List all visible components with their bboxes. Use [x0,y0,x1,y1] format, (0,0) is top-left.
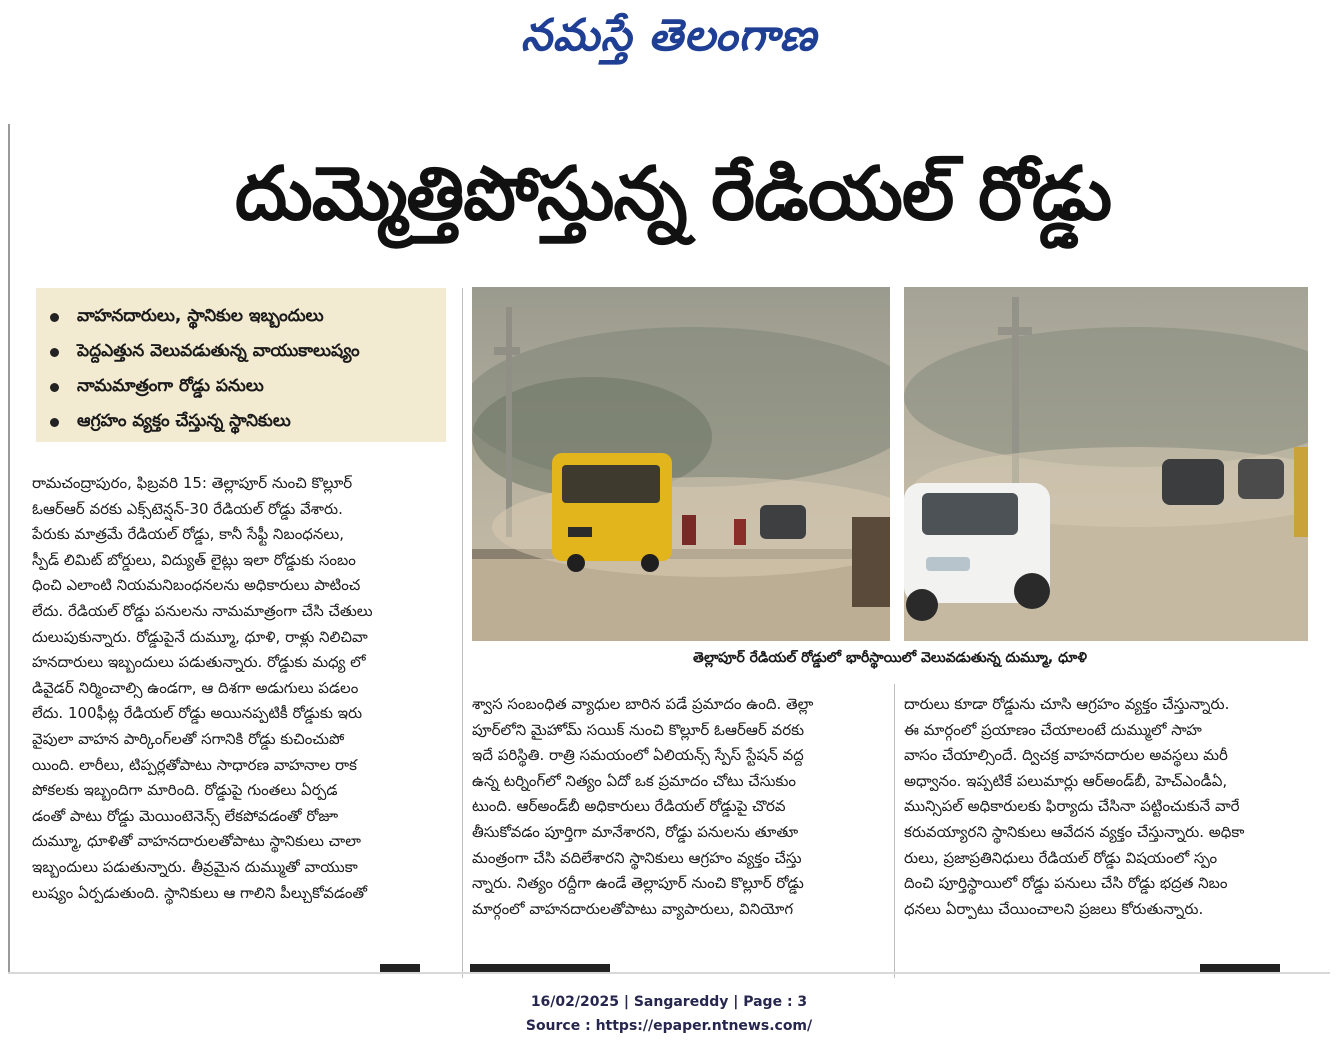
clipped-next-headline [470,964,610,972]
body-line: వైపులా వాహన పార్కింగ్‌లతో సగానికి రోడ్డు కుచించుపో [32,729,345,748]
body-line: కరువయ్యారని స్థానికులు ఆవేదన వ్యక్తం చేస్తున్నారు. అధికా [904,822,1245,841]
highlight-item [50,335,436,370]
highlight-text: వాహనదారులు, స్థానికుల ఇబ్బందులు [77,305,324,326]
column-divider [462,288,463,978]
body-line: లేదు. రేడియల్ రోడ్డు పనులను నామమాత్రంగా చేసి చేతులు [32,601,373,620]
body-line: హనదారులు ఇబ్బందులు పడుతున్నారు. రోడ్డుకు మధ్య లో [32,653,366,672]
highlight-item [50,300,436,335]
masthead-title: నమస్తే తెలంగాణ [520,10,818,61]
body-line: దులుపుకున్నారు. రోడ్డుపైనే దుమ్మూ, ధూళి, రాళ్లు నిలిచివా [32,627,368,646]
body-line: ఇదే పరిస్థితి. రాత్రి సమయంలో ఏలియన్స్ స్పేస్ స్టేషన్ వద్ద [472,746,804,765]
body-line: డివైడర్ నిర్మించాల్సి ఉండగా, ఆ దిశగా అడుగులు పడలం [32,678,359,697]
body-line: రులు, ప్రజాప్రతినిధులు రేడియల్ రోడ్డు విషయంలో స్పం [904,848,1218,867]
body-line: ఉన్న టర్నింగ్‌లో నిత్యం ఏదో ఒక ప్రమాదం చోటు చేసుకుం [472,771,797,790]
body-line: ఈ మార్గంలో ప్రయాణం చేయాలంటే దుమ్ములో సాహ [904,720,1202,739]
newspaper-masthead [0,0,1338,82]
body-line: లుష్యం ఏర్పడుతుంది. స్థానికులు ఆ గాలిని పీల్చుకోవడంతో [32,883,368,902]
body-line: ఇబ్బందులు పడుతున్నారు. తీవ్రమైన దుమ్ముతో వాయుకా [32,857,358,876]
highlight-text: ఆగ్రహం వ్యక్తం చేస్తున్న స్థానికులు [77,410,291,431]
dusty-road-photo-car [904,287,1308,641]
body-line: దుమ్మూ, ధూళితో వాహనదారులతోపాటు స్థానికులు చాలా [32,832,361,851]
body-line: తీసుకోవడం పూర్తిగా మానేశారని, రోడ్డు పనులను తూతూ [472,822,799,841]
body-line: శ్వాస సంబంధిత వ్యాధుల బారిన పడే ప్రమాదం ఉంది. తెల్లా [472,695,814,713]
footer-source-link[interactable]: Source : https://epaper.ntnews.com/ [525,1018,813,1034]
body-line: అధ్వానం. ఇప్పటికే పలుమార్లు ఆర్అండ్‌బీ, హెచ్ఎండీఏ, [904,771,1228,790]
body-line: డంతో పాటు రోడ్డు మెయింటెనెన్స్ లేకపోవడంతో రోజూ [32,806,339,825]
highlight-item [50,405,436,440]
body-line: యింది. లారీలు, టిప్పర్లతోపాటు సాధారణ వాహనాల రాక [32,755,357,774]
footer-date-edition: 16/02/2025 | Sangareddy | Page : 3 [530,994,808,1010]
highlight-item [50,370,436,405]
body-line: ధించి ఎలాంటి నియమనిబంధనలను అధికారులు పాటించ [32,576,361,595]
body-line: టుంది. ఆర్అండ్‌బీ అధికారులు రేడియల్ రోడ్డుపై చొరవ [472,797,786,816]
bullet-icon [50,383,59,392]
highlight-text: నామమాత్రంగా రోడ్డు పనులు [77,375,264,396]
body-line: దించి పూర్తిస్థాయిలో రోడ్డు పనులు చేసి రోడ్డు భద్రత నిబం [904,874,1228,893]
body-line: మున్సిపల్ అధికారులకు ఫిర్యాదు చేసినా పట్టించుకునే వారే [904,797,1240,816]
body-line: లేదు. 100ఫీట్ల రేడియల్ రోడ్డు అయినప్పటికీ రోడ్డుకు ఇరు [32,704,363,723]
clipped-next-headline [380,964,420,972]
body-line: వాసం చేయాల్సిందే. ద్విచక్ర వాహనదారుల అవస్థలు మరీ [904,746,1228,765]
body-line: స్పీడ్ లిమిట్ బోర్డులు, విద్యుత్ లైట్లు ఇలా రోడ్డుకు సంబం [32,550,356,569]
article-headline: దుమ్మెత్తిపోస్తున్న రేడియల్ రోడ్డు [234,151,1112,237]
body-line: పేరుకు మాత్రమే రేడియల్ రోడ్డు, కానీ సేఫ్టీ నిబంధనలు, [32,525,345,544]
body-line: మార్గంలో వాహనదారులతోపాటు వ్యాపారులు, వినియోగ [472,899,794,918]
body-line: పోకలకు ఇబ్బందిగా మారింది. రోడ్డుపై గుంతలు ఏర్పడ [32,781,338,800]
clipping-edge-rule [8,124,10,972]
bullet-icon [50,313,59,322]
article-clipping [8,124,1330,976]
body-line: రామచంద్రాపురం, ఫిబ్రవరి 15: తెల్లాపూర్ నుంచి కొల్లూర్ [32,474,353,492]
article-column-1 [32,471,454,906]
photo-caption: తెల్లాపూర్ రేడియల్ రోడ్డులో భారీస్థాయిలో వెలువడుతున్న దుమ్మూ, ధూళి [693,649,1087,666]
highlights-box [36,288,446,442]
highlight-text: పెద్దఎత్తున వెలువడుతున్న వాయుకాలుష్యం [77,340,360,361]
dusty-road-photo-bus [472,287,890,641]
body-line: న్నారు. నిత్యం రద్దీగా ఉండే తెల్లాపూర్ నుంచి కొల్లూర్ రోడ్డు [472,874,804,893]
clipping-cut-line [8,972,1330,974]
source-footer [0,990,1338,1038]
article-column-3 [904,692,1308,922]
body-line: దారులు కూడా రోడ్డును చూసి ఆగ్రహం వ్యక్తం చేస్తున్నారు. [904,695,1230,713]
body-line: ధనలు ఏర్పాటు చేయించాలని ప్రజలు కోరుతున్నారు. [904,899,1204,918]
body-line: మంత్రంగా చేసి వదిలేశారని స్థానికులు ఆగ్రహం వ్యక్తం చేస్తు [472,848,802,867]
body-line: ఓఆర్ఆర్ వరకు ఎక్స్‌టెన్షన్-30 రేడియల్ రోడ్డు వేశారు. [32,499,343,518]
body-line: పూర్‌లోని మైహోమ్ సయిక్ నుంచి కొల్లూర్ ఓఆర్ఆర్ వరకు [472,720,805,739]
clipped-next-headline [1200,964,1280,972]
bullet-icon [50,348,59,357]
column-divider [894,684,895,978]
bullet-icon [50,418,59,427]
article-column-2 [472,692,884,922]
